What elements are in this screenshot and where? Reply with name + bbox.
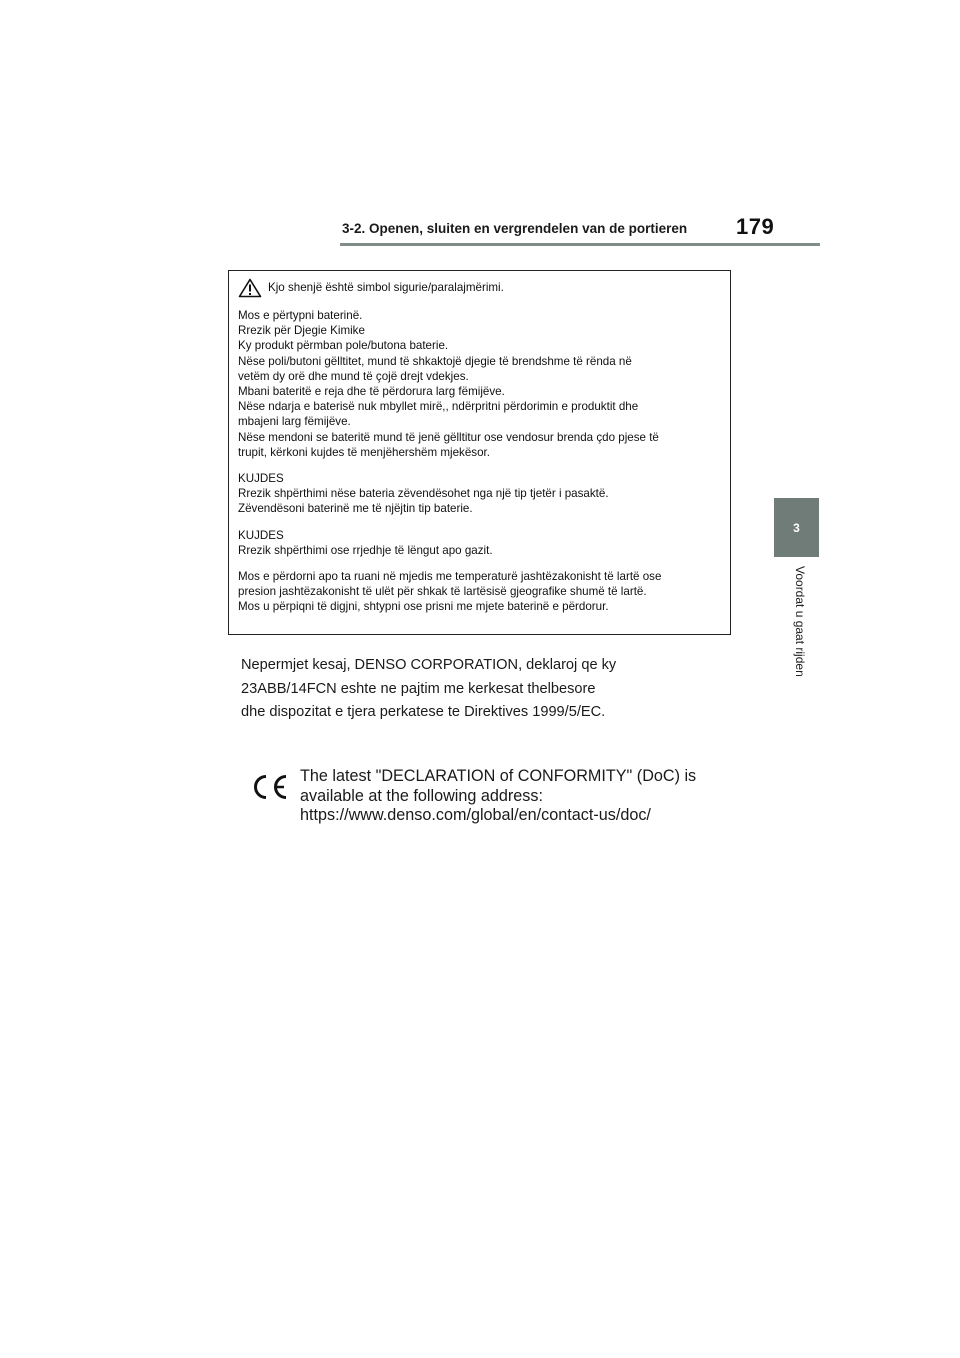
warning-line: Zëvendësoni baterinë me të njëjtin tip baterie. [238,502,473,516]
chapter-side-label: Voordat u gaat rijden [793,566,807,677]
warning-symbol-caption: Kjo shenjë është simbol sigurie/paralajmërimi. [268,281,504,295]
warning-line: Rrezik për Djegie Kimike [238,324,365,338]
header-rule [340,243,820,246]
warning-triangle-icon [238,278,262,298]
caution-heading: KUJDES [238,528,284,542]
warning-block-caution-replacement [238,471,720,517]
conformity-line: available at the following address: [300,786,543,805]
warning-heading [238,278,720,298]
warning-line: Nëse poli/butoni gëlltitet, mund të shkaktojë djegie të brendshme të rënda në [238,354,632,368]
declaration-line: dhe dispozitat e tjera perkatese te Direktives 1999/5/EC. [241,704,606,720]
warning-line: Rrezik shpërthimi ose rrjedhje të lëngut apo gazit. [238,543,493,557]
battery-warning-box [228,270,731,635]
ce-mark-icon [251,773,291,801]
declaration-line: 23ABB/14FCN eshte ne pajtim me kerkesat thelbesore [241,680,596,697]
conformity-url: https://www.denso.com/global/en/contact-us/doc/ [300,806,651,825]
warning-line: presion jashtëzakonisht të ulët për shkak të lartësisë gjeografike shumë të lartë. [238,585,647,599]
chapter-tab [774,498,819,557]
warning-line: Rrezik shpërthimi nëse bateria zëvendësohet nga një tip tjetër i pasaktë. [238,487,609,501]
warning-line: Mos e përdorni apo ta ruani në mjedis me temperaturë jashtëzakonisht të lartë ose [238,570,662,584]
declaration-line: Nepermjet kesaj, DENSO CORPORATION, deklaroj qe ky [241,657,617,673]
warning-line: Nëse mendoni se bateritë mund të jenë gëlltitur ose vendosur brenda çdo pjese të [238,430,659,444]
declaration-paragraph [241,654,616,725]
warning-line: trupit, kërkoni kujdes të menjëhershëm mjekësor. [238,445,490,459]
caution-heading: KUJDES [238,472,284,486]
warning-line: Mbani bateritë e reja dhe të përdorura larg fëmijëve. [238,385,505,399]
warning-block-caution-explosion [238,528,720,558]
warning-line: Nëse ndarja e baterisë nuk mbyllet mirë,, ndërpritni përdorimin e produktit dhe [238,400,639,414]
warning-line: Mos u përpiqni të digjni, shtypni ose prisni me mjete baterinë e përdorur. [238,600,609,614]
warning-line: Ky produkt përmban pole/butona baterie. [238,339,449,353]
conformity-line: The latest "DECLARATION of CONFORMITY" (DoC) is [300,767,697,785]
warning-line: Mos e përtypni baterinë. [238,309,363,322]
chapter-number: 3 [793,520,800,535]
warning-line: vetëm dy orë dhe mund të çojë drejt vdekjes. [238,369,469,383]
warning-block-environment [238,569,720,615]
conformity-notice [300,767,696,826]
page-number: 179 [736,214,775,239]
warning-line: mbajeni larg fëmijëve. [238,415,351,429]
section-header-title: 3-2. Openen, sluiten en vergrendelen van de portieren [342,221,688,236]
warning-block-ingestion [238,308,720,460]
